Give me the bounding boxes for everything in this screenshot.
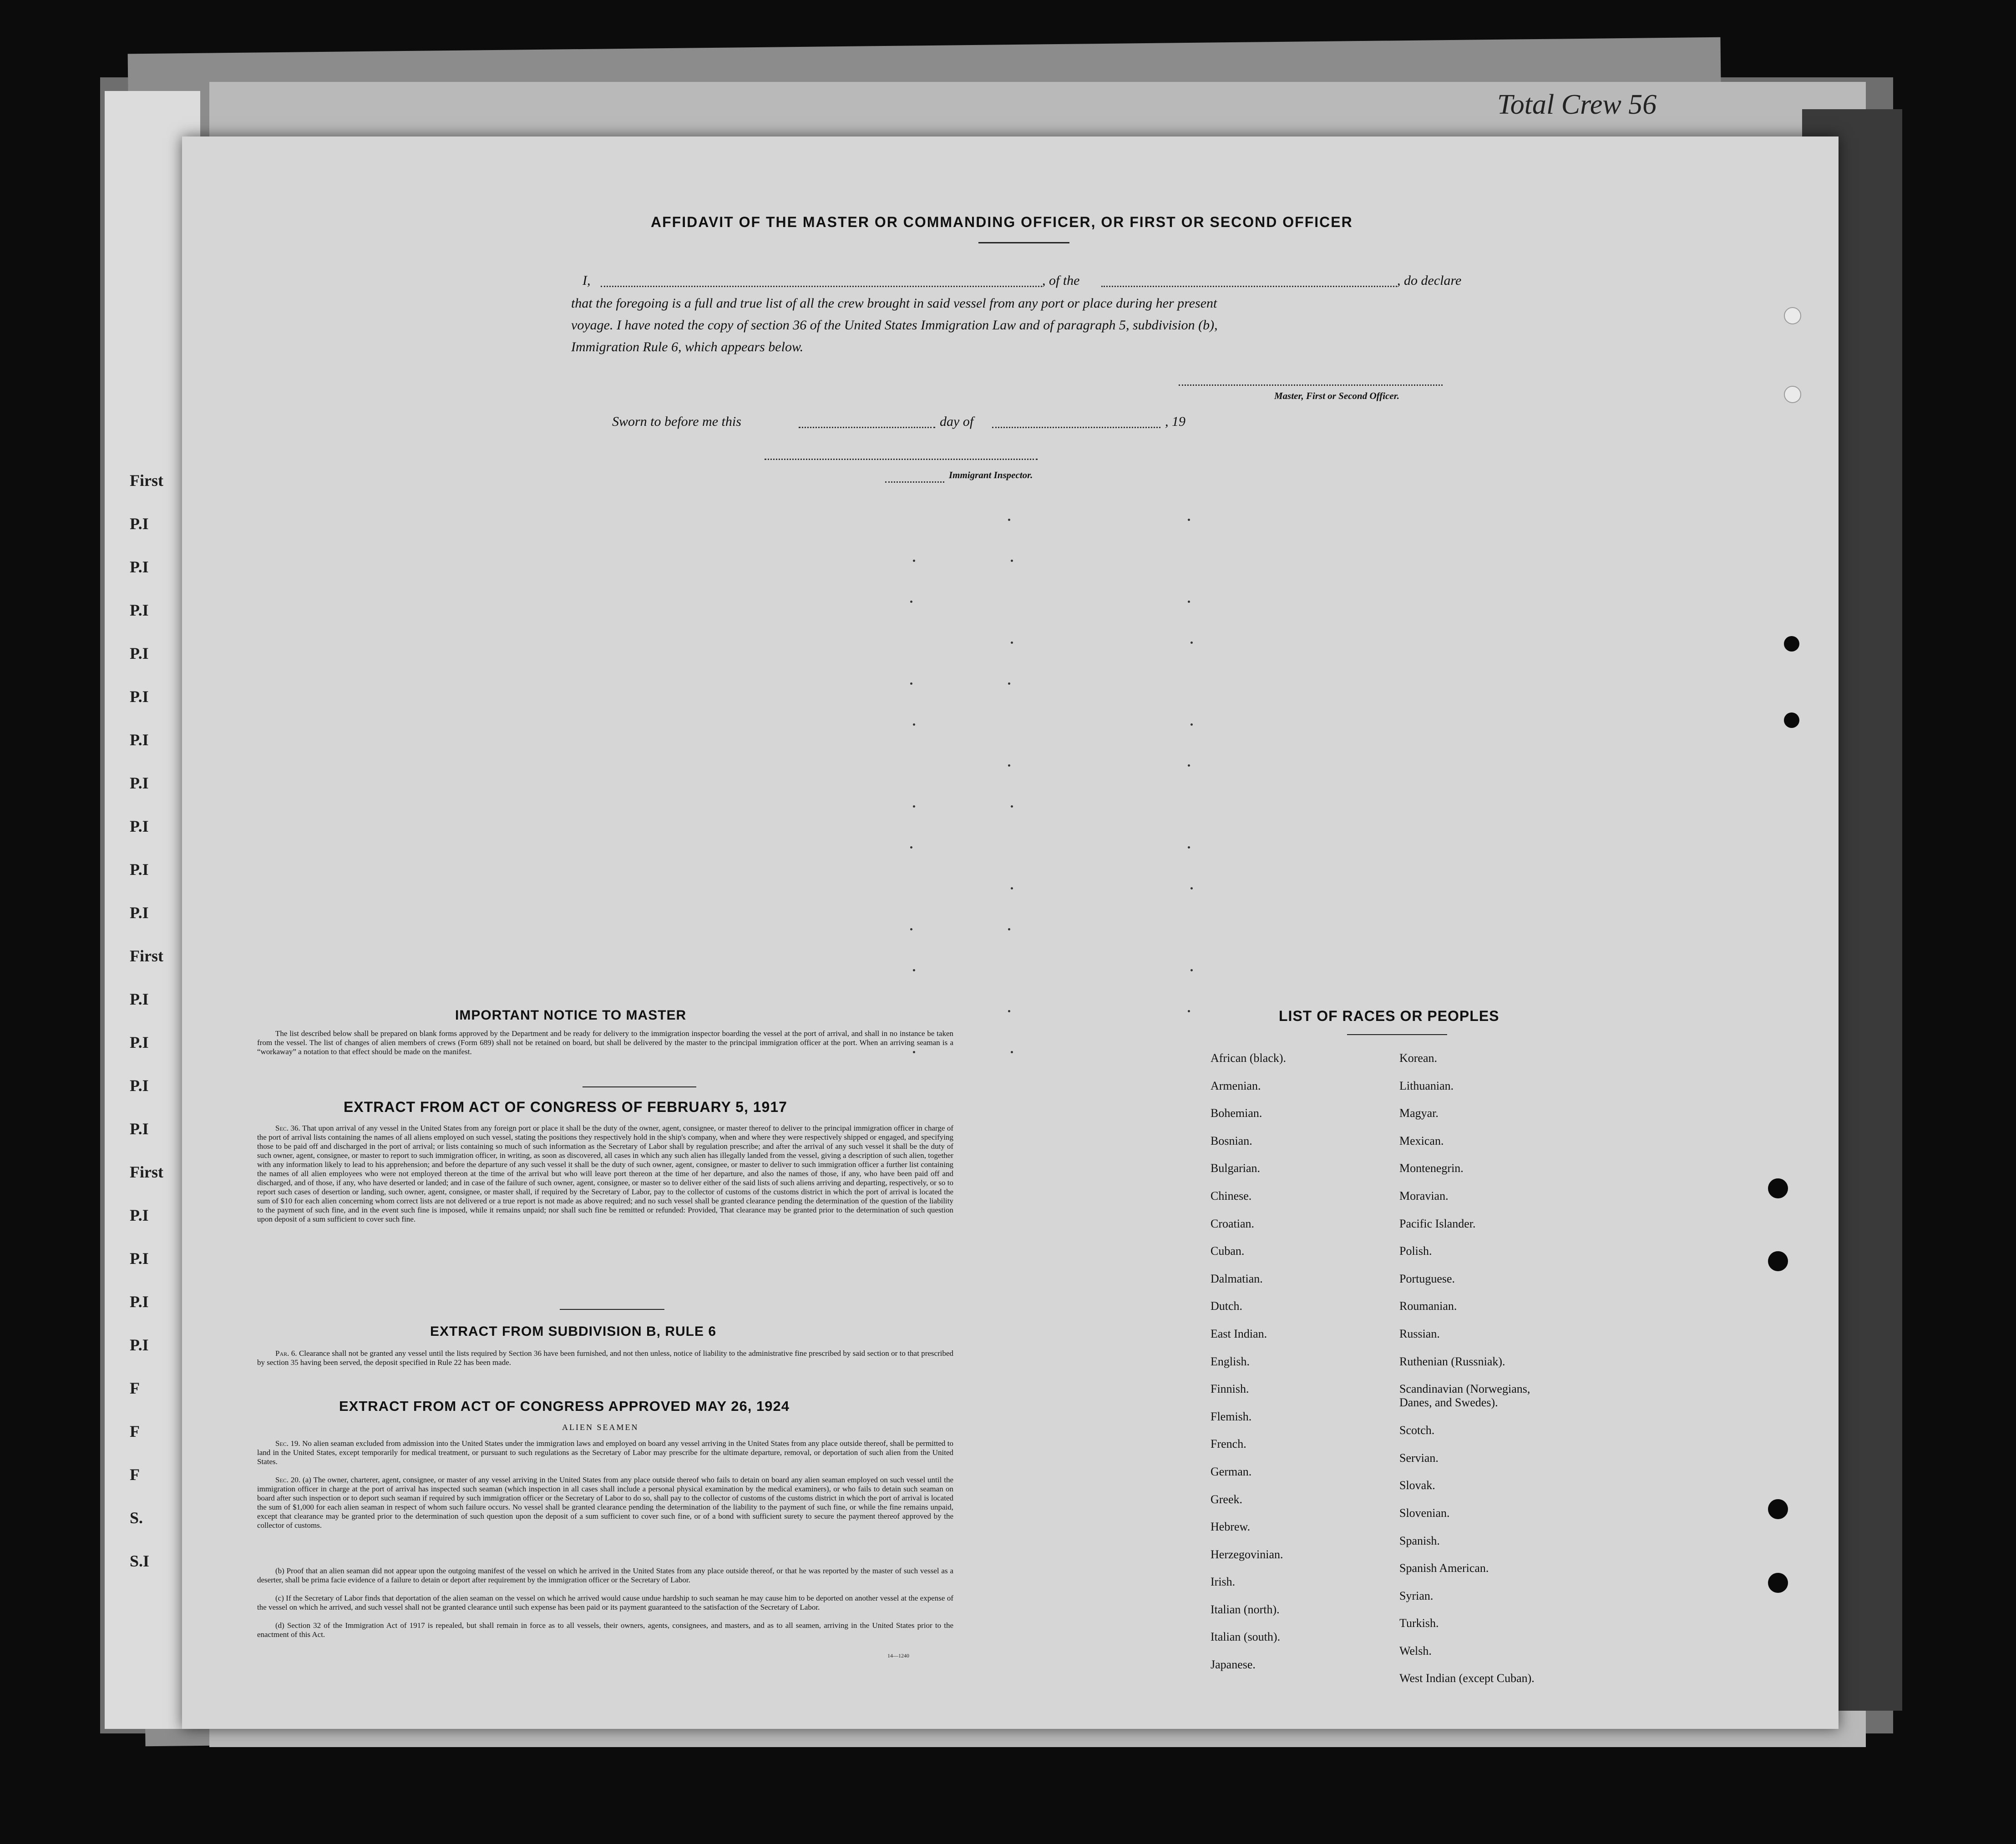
margin-letter: F (130, 1465, 140, 1484)
margin-letter: P.I (130, 601, 149, 619)
margin-letter: P.I (130, 644, 149, 662)
binder-hole (1784, 636, 1799, 652)
race-entry: Korean. (1399, 1051, 1438, 1065)
paper-speck (910, 928, 912, 930)
paper-speck (913, 969, 915, 971)
paper-speck (1011, 642, 1013, 644)
race-entry: Bosnian. (1211, 1134, 1252, 1147)
race-entry: Italian (north). (1211, 1602, 1280, 1616)
sworn-day-field[interactable] (799, 427, 935, 428)
master-signature-label: Master, First or Second Officer. (1274, 390, 1399, 401)
paper-speck (1011, 1051, 1013, 1053)
race-entry: West Indian (except Cuban). (1399, 1672, 1535, 1685)
paper-speck (1008, 519, 1010, 521)
margin-letter: F (130, 1379, 140, 1397)
binder-hole (1784, 386, 1801, 403)
affidavit-line3: voyage. I have noted the copy of section 36 of the United States Immigration Law and of paragraph 5, subdivision (b), (571, 318, 1218, 333)
extract-1917-lead: Sec. 36. (275, 1124, 300, 1132)
race-entry: Herzegovinian. (1211, 1547, 1283, 1561)
margin-letter: P.I (130, 731, 149, 749)
sec20-body: (a) The owner, charterer, agent, consignee, or master of any vessel arriving in the United States from any place outside thereof who fails to detain on board any alien seaman employed on such vessel until the immigration officer in charge at the port of arrival has inspected such seaman (which inspection in all cases shall include a personal physical examination by the medical examiners), or who fails to detain such seaman on board after such inspection or to deport such seaman if required by such immigration officer or the Secretary of Labor to do so, shall pay to the collector of customs of the customs district in which the port of arrival is located the sum of $1,000 for each alien seaman in respect of whom such failure occurs. No vessel shall be granted clearance pending the determination of the liability to the payment of such fine, or while the fine remains unpaid, except that clearance may be granted prior to the determination of such question upon the deposit of a sum sufficient to cover such fine, or of a bond with sufficient surety to secure the payment thereof approved by the collector of customs. (257, 1475, 953, 1530)
race-entry: Spanish American. (1399, 1561, 1489, 1575)
affidavit-title: AFFIDAVIT OF THE MASTER OR COMMANDING OFFICER, OR FIRST OR SECOND OFFICER (651, 214, 1353, 230)
handwritten-crew-total: Total Crew 56 (1497, 89, 1657, 120)
paper-speck (1188, 601, 1190, 603)
margin-letter: P.I (130, 1293, 149, 1311)
race-entry: Danes, and Swedes). (1399, 1396, 1498, 1410)
binder-hole (1784, 712, 1799, 728)
extract-rule6-title: EXTRACT FROM SUBDIVISION B, RULE 6 (430, 1324, 717, 1339)
race-entry: Montenegrin. (1399, 1162, 1464, 1175)
para-d-text: (d) Section 32 of the Immigration Act of 1917 is repealed, but shall remain in force as to all vessels, their owners, agents, consignees, and masters, and as to all seamen, arriving in the United States prior to the enactment of this Act. (257, 1621, 953, 1639)
margin-letter: S. (130, 1509, 143, 1527)
paper-speck (1008, 1010, 1010, 1012)
margin-letter: P.I (130, 1076, 149, 1095)
race-entry: German. (1211, 1465, 1252, 1478)
affidavit-line1-c: , do declare (1397, 273, 1462, 288)
paper-speck (910, 846, 912, 849)
race-entry: Irish. (1211, 1575, 1236, 1589)
race-entry: East Indian. (1211, 1327, 1267, 1340)
paper-speck (1188, 1010, 1190, 1012)
race-entry: Servian. (1399, 1451, 1439, 1465)
sworn-month-field[interactable] (992, 427, 1160, 428)
margin-letter: F (130, 1422, 140, 1440)
paper-speck (1008, 682, 1010, 685)
race-entry: Slovak. (1399, 1479, 1435, 1492)
margin-letter: P.I (130, 1206, 149, 1224)
affidavit-line1-a: I, (583, 273, 591, 288)
extract-rule6-text (257, 1349, 953, 1367)
margin-letter: S.I (130, 1552, 150, 1570)
binder-hole (1768, 1251, 1788, 1271)
paper-speck (910, 601, 912, 603)
paper-speck (1190, 969, 1193, 971)
title-rule (978, 242, 1069, 243)
affidavit-line1-b: , of the (1042, 273, 1080, 288)
sworn-text-b: day of (940, 414, 974, 429)
race-entry: African (black). (1211, 1051, 1287, 1065)
paper-speck (1188, 519, 1190, 521)
alien-seamen-subtitle: ALIEN SEAMEN (562, 1423, 639, 1432)
margin-letter: First (130, 947, 163, 965)
race-entry: Cuban. (1211, 1244, 1245, 1258)
race-entry: Ruthenian (Russniak). (1399, 1354, 1505, 1368)
extract-1917-body: That upon arrival of any vessel in the United States from any foreign port or place it shall be the duty of the owner, agent, consignee, or master thereof to deliver to the principal immigration officer in charge of the port of arrival lists containing the names of all aliens employed on such vessel, stating the positions they respectively hold in the ship's company, when and where they were respectively shipped or engaged, and specifying those to be paid off and discharged in the port of arrival; or lists containing so much of such information as the Secretary of Labor shall by regulation prescribe; and after the arrival of any such vessel it shall be the duty of such owner, agent, consignee, or master to report to such immigration officer, in writing, as soon as discovered, all cases in which any such alien has illegally landed from the vessel, giving a description of such alien, together with any information likely to lead to his apprehension; and before the departure of any such vessel it shall be the duty of such owner, agent, consignee, or master to deliver to such immigration officer a further list containing the names of all alien employees who were not employed thereon at the time of the arrival but who will leave port thereon at the time of her departure, and also the names of those, if any, who have been paid off and discharged, and of those, if any, who have deserted or landed; and in case of the failure of such owner, agent, consignee, or master so to deliver either of the said lists of such aliens arriving and departing, respectively, or so to report such cases of desertion or landing, such owner, agent, consignee, or master shall, if required by the Secretary of Labor, pay to the collector of customs of the customs district in which the port of arrival is located the sum of $10 for each alien concerning whom correct lists are not delivered or a true report is not made as above required; and no such vessel shall be granted clearance pending the determination of the question of the liability to the payment of such fine, and in the event such fine is imposed, while it remains unpaid; nor shall such fine be remitted or refunded: Provided, That clearance may be granted prior to the determination of such question upon deposit of a sum sufficient to cover such fine. (257, 1124, 954, 1223)
paper-speck (1011, 560, 1013, 562)
races-title-rule (1347, 1034, 1447, 1035)
binder-hole (1768, 1499, 1788, 1519)
race-entry: Pacific Islander. (1399, 1217, 1476, 1230)
paper-speck (913, 723, 915, 726)
sec20-lead: Sec. 20. (275, 1475, 301, 1484)
race-entry: Russian. (1399, 1327, 1440, 1340)
race-entry: Polish. (1399, 1244, 1432, 1258)
sec20-text (257, 1475, 953, 1530)
race-entry: Finnish. (1211, 1382, 1249, 1396)
race-entry: Bohemian. (1211, 1106, 1262, 1120)
sec19-lead: Sec. 19. (275, 1439, 300, 1448)
margin-letter: P.I (130, 1120, 149, 1138)
margin-letter: P.I (130, 1033, 149, 1051)
sworn-text-a: Sworn to before me this (612, 414, 741, 429)
paper-speck (1188, 846, 1190, 849)
sec19-text (257, 1439, 953, 1466)
paper-speck (910, 682, 912, 685)
race-entry: Flemish. (1211, 1410, 1252, 1423)
vessel-field[interactable] (1101, 286, 1397, 287)
margin-letter: P.I (130, 990, 149, 1008)
race-entry: Scandinavian (Norwegians, (1399, 1382, 1530, 1396)
affidavit-line2: that the foregoing is a full and true list of all the crew brought in said vessel from any port or place during her present (571, 296, 1217, 311)
race-entry: Greek. (1211, 1492, 1243, 1506)
extract-1917-title: EXTRACT FROM ACT OF CONGRESS OF FEBRUARY 5, 1917 (344, 1099, 787, 1115)
paper-speck (1011, 887, 1013, 889)
race-entry: Mexican. (1399, 1134, 1444, 1147)
paper-speck (1011, 805, 1013, 808)
binder-hole (1768, 1178, 1788, 1198)
race-entry: Hebrew. (1211, 1520, 1251, 1534)
paper-speck (1188, 764, 1190, 767)
race-entry: Chinese. (1211, 1189, 1252, 1202)
margin-letter: First (130, 471, 163, 490)
race-entry: Croatian. (1211, 1217, 1255, 1230)
race-entry: Syrian. (1399, 1589, 1433, 1602)
sec19-body: No alien seaman excluded from admission into the United States under the immigration laws and employed on board any vessel arriving in the United States from any place outside thereof, shall be permitted to land in the United States, except temporarily for medical treatment, or pursuant to such regulations as the Secretary of Labor may prescribe for the ultimate departure, removal, or deportation of such alien from the United States. (257, 1439, 953, 1466)
extract-rule6-body: Clearance shall not be granted any vessel until the lists required by Section 36 have been furnished, and not then unless, notice of liability to the administrative fine prescribed by said section or to that prescribed by section 35 having been served, the deposit specified in Rule 22 has been made. (257, 1349, 953, 1367)
margin-letter: P.I (130, 1249, 149, 1268)
race-entry: Italian (south). (1211, 1630, 1281, 1644)
race-entry: Roumanian. (1399, 1299, 1457, 1313)
margin-letter: P.I (130, 687, 149, 706)
sworn-text-c: , 19 (1165, 414, 1185, 429)
paper-speck (1008, 764, 1010, 767)
margin-letter: P.I (130, 515, 149, 533)
paper-speck (913, 560, 915, 562)
margin-letter: P.I (130, 860, 149, 879)
races-column-2 (1399, 1052, 1535, 1700)
race-entry: Dutch. (1211, 1299, 1243, 1313)
margin-letter: P.I (130, 817, 149, 835)
master-signature-field[interactable] (1179, 384, 1443, 386)
race-entry: Scotch. (1399, 1424, 1435, 1437)
inspector-signature-label: Immigrant Inspector. (949, 470, 1033, 480)
race-entry: Slovenian. (1399, 1506, 1450, 1520)
form-number: 14—1240 (887, 1652, 909, 1659)
notice-title: IMPORTANT NOTICE TO MASTER (455, 1008, 687, 1023)
race-entry: Armenian. (1211, 1079, 1261, 1092)
race-entry: Moravian. (1399, 1189, 1449, 1202)
section-rule (560, 1309, 664, 1310)
para-b-text: (b) Proof that an alien seaman did not appear upon the outgoing manifest of the vessel on which he arrived in the United States from any place outside thereof, or that he was reported by the master of such vessel as a deserter, shall be prima facie evidence of a failure to detain or deport after requirement by the immigration officer or the Secretary of Labor. (257, 1566, 953, 1584)
margin-letter: P.I (130, 774, 149, 792)
paper-speck (1190, 887, 1193, 889)
margin-letter: First (130, 1163, 163, 1181)
section-rule (583, 1086, 696, 1087)
paper-speck (913, 805, 915, 808)
paper-speck (1190, 723, 1193, 726)
binder-hole (1784, 307, 1801, 324)
para-c-text: (c) If the Secretary of Labor finds that deportation of the alien seaman on the vessel on which he arrived would cause undue hardship to such seaman he may cause him to be deported on another vessel at the expense of the vessel on which he arrived, and such vessel shall not be granted clearance until such expense has been paid or its payment guaranteed to the satisfaction of the Secretary of Labor. (257, 1594, 953, 1612)
race-entry: Spanish. (1399, 1534, 1440, 1547)
affidavit-line4: Immigration Rule 6, which appears below. (571, 339, 804, 354)
races-title: LIST OF RACES OR PEOPLES (1279, 1008, 1499, 1024)
race-entry: English. (1211, 1354, 1250, 1368)
race-entry: Japanese. (1211, 1658, 1256, 1672)
paper-speck (1190, 642, 1193, 644)
race-entry: Magyar. (1399, 1106, 1439, 1120)
paper-speck (1008, 928, 1010, 930)
binder-hole (1768, 1573, 1788, 1593)
margin-letter: P.I (130, 1336, 149, 1354)
race-entry: Welsh. (1399, 1644, 1432, 1657)
inspector-signature-field-2[interactable] (885, 481, 944, 483)
inspector-signature-field[interactable] (765, 459, 1038, 460)
notice-text: The list described below shall be prepared on blank forms approved by the Department and be ready for delivery to the immigration inspector boarding the vessel at the port of arrival, and shall in no instance be taken from the vessel. The list of changes of alien members of crews (Form 689) shall not be retained on board, but shall be delivered by the master to the principal immigration officer at the port. When an arriving seaman is a “workaway” a notation to that effect should be made on the manifest. (257, 1029, 953, 1056)
extract-1917-text (257, 1124, 953, 1224)
name-field[interactable] (601, 286, 1042, 287)
margin-letter: P.I (130, 904, 149, 922)
race-entry: Dalmatian. (1211, 1272, 1263, 1285)
race-entry: Portuguese. (1399, 1272, 1455, 1285)
races-column-1 (1211, 1052, 1286, 1686)
race-entry: Bulgarian. (1211, 1162, 1261, 1175)
margin-letter: P.I (130, 558, 149, 576)
extract-rule6-lead: Par. 6. (275, 1349, 297, 1358)
race-entry: French. (1211, 1437, 1246, 1451)
extract-1924-title: EXTRACT FROM ACT OF CONGRESS APPROVED MAY 26, 1924 (339, 1398, 790, 1414)
race-entry: Lithuanian. (1399, 1079, 1454, 1092)
race-entry: Turkish. (1399, 1617, 1439, 1630)
